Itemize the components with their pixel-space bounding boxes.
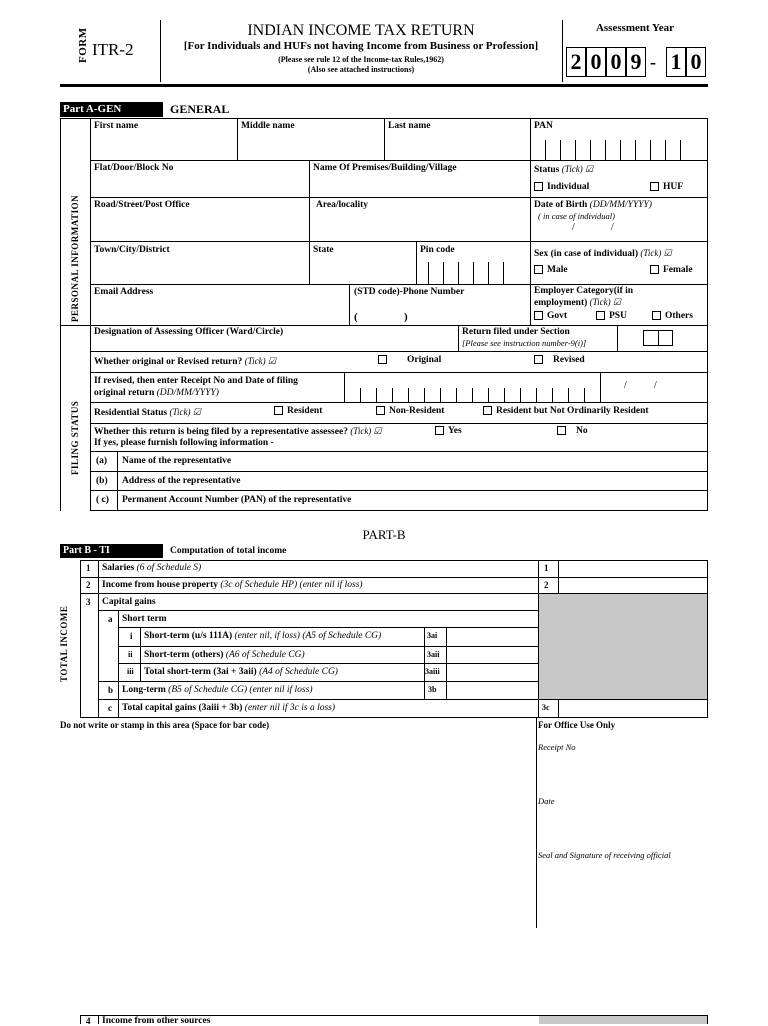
year-digit: 0: [606, 47, 626, 77]
pin-input-boxes[interactable]: [428, 262, 518, 284]
dob-slash: /: [572, 222, 575, 233]
employer-label: Employer Category(if in: [534, 286, 634, 296]
email-label: Email Address: [94, 287, 154, 297]
year-digit: 9: [626, 47, 646, 77]
individual-option[interactable]: Individual: [534, 182, 589, 192]
year-digit: 1: [666, 47, 686, 77]
row-number: 4: [86, 1016, 91, 1026]
year-digit: 0: [586, 47, 606, 77]
receipt-no-label: Receipt No: [538, 742, 576, 752]
state-label: State: [313, 245, 334, 255]
row-roman: i: [130, 631, 133, 641]
stcg-others-label: Short-term (others) (A6 of Schedule CG): [144, 650, 305, 660]
part-a-title: GENERAL: [170, 102, 230, 116]
huf-checkbox[interactable]: [650, 182, 659, 191]
if-revised-label: If revised, then enter Receipt No and Date of filing: [94, 376, 298, 386]
part-b-tag: Part B - TI: [60, 544, 163, 558]
govt-option[interactable]: Govt: [534, 311, 567, 321]
premises-label: Name Of Premises/Building/Village: [313, 163, 457, 173]
house-property-amount[interactable]: [559, 578, 707, 593]
male-checkbox[interactable]: [534, 265, 543, 274]
total-income-side-label: TOTAL INCOME: [59, 605, 69, 682]
receipt-no-boxes[interactable]: [360, 388, 600, 402]
huf-option[interactable]: HUF: [650, 182, 683, 192]
govt-checkbox[interactable]: [534, 311, 543, 320]
pan-label: PAN: [534, 121, 553, 131]
non-resident-checkbox[interactable]: [376, 406, 385, 415]
female-checkbox[interactable]: [650, 265, 659, 274]
representative-question: Whether this return is being filed by a representative assessee? (Tick) ☑: [94, 426, 382, 437]
rep-a-label: (a): [96, 456, 108, 466]
form-word: FORM: [77, 27, 89, 63]
first-name-field[interactable]: [91, 133, 236, 159]
year-digit: 0: [686, 47, 706, 77]
original-option[interactable]: Original: [378, 355, 441, 365]
row-box-label: 3ai: [427, 631, 438, 640]
rep-address-label: Address of the representative: [122, 476, 241, 486]
rep-no-checkbox[interactable]: [557, 426, 566, 435]
total-cg-amount[interactable]: [559, 700, 707, 717]
sex-label: Sex (in case of individual) (Tick) ☑: [534, 248, 672, 259]
row-box-label: 3c: [542, 703, 550, 712]
individual-checkbox[interactable]: [534, 182, 543, 191]
salaries-amount[interactable]: [559, 561, 707, 577]
others-checkbox[interactable]: [652, 311, 661, 320]
house-property-label: Income from house property (3c of Schedule HP) (enter nil if loss): [102, 580, 363, 590]
resident-option[interactable]: Resident: [274, 406, 322, 416]
shaded-area: [539, 594, 707, 699]
revised-checkbox[interactable]: [534, 355, 543, 364]
row-box-label: 2: [544, 580, 549, 590]
rep-name-label: Name of the representative: [122, 456, 232, 466]
total-stcg-amount[interactable]: [447, 664, 537, 681]
part-b-heading: PART-B: [362, 527, 406, 542]
residential-label: Residential Status (Tick) ☑: [94, 407, 201, 418]
return-filed-label: Return filed under Section: [462, 327, 570, 337]
revised-option[interactable]: Revised: [534, 355, 585, 365]
middle-name-field[interactable]: [238, 133, 383, 159]
rep-no-option[interactable]: No: [557, 426, 588, 436]
town-label: Town/City/District: [94, 245, 170, 255]
form-subtitle: [For Individuals and HUFs not having Income from Business or Profession]: [183, 40, 539, 52]
seal-label: Seal and Signature of receiving official: [538, 850, 671, 860]
long-term-amount[interactable]: [447, 682, 537, 699]
rep-b-label: (b): [96, 476, 108, 486]
phone-paren-close: ): [404, 311, 408, 323]
row-roman: ii: [128, 650, 133, 659]
rep-pan-label: Permanent Account Number (PAN) of the representative: [122, 495, 352, 505]
row-number: 2: [86, 580, 91, 590]
form-code: ITR-2: [92, 40, 134, 59]
date-label: Date: [538, 796, 555, 806]
first-name-label: First name: [94, 121, 139, 131]
short-term-label: Short term: [122, 614, 167, 624]
dob-note: ( in case of individual): [538, 211, 615, 221]
form-title: INDIAN INCOME TAX RETURN: [247, 22, 475, 39]
row-box-label: 1: [544, 563, 549, 573]
row-letter: b: [108, 685, 114, 695]
psu-checkbox[interactable]: [596, 311, 605, 320]
year-digit: 2: [566, 47, 586, 77]
designation-label: Designation of Assessing Officer (Ward/Circle): [94, 327, 284, 337]
barcode-area: [60, 732, 536, 1002]
dob-label: Date of Birth (DD/MM/YYYY): [534, 200, 652, 210]
representative-info-label: If yes, please furnish following information -: [94, 438, 274, 448]
rep-yes-checkbox[interactable]: [435, 426, 444, 435]
stcg-111a-amount[interactable]: [447, 628, 537, 646]
capital-gains-label: Capital gains: [102, 597, 156, 607]
row-number: 1: [86, 563, 91, 573]
row-box-label: 3b: [428, 685, 437, 694]
last-name-field[interactable]: [385, 133, 529, 159]
rep-c-label: ( c): [96, 495, 109, 505]
flat-label: Flat/Door/Block No: [94, 163, 174, 173]
pin-label: Pin code: [420, 245, 455, 255]
rep-yes-option[interactable]: Yes: [435, 426, 462, 436]
employer-label-2: employment) (Tick) ☑: [534, 297, 621, 308]
row-number: 3: [86, 597, 91, 607]
filing-status-side-label: FILING STATUS: [70, 400, 80, 475]
rule-note: (Please see rule 12 of the Income-tax Rules,1962): [278, 55, 444, 64]
shaded-area: [539, 1016, 707, 1024]
phone-paren-open: (: [354, 311, 358, 323]
male-option[interactable]: Male: [534, 265, 568, 275]
barcode-note: Do not write or stamp in this area (Space for bar code): [60, 720, 270, 730]
orig-revised-label: Whether original or Revised return? (Tick) ☑: [94, 356, 276, 367]
if-revised-label-2: original return (DD/MM/YYYY): [94, 388, 219, 398]
part-b-title: Computation of total income: [170, 546, 287, 556]
stcg-others-amount[interactable]: [447, 647, 537, 663]
row-letter: c: [108, 703, 112, 713]
original-checkbox[interactable]: [378, 355, 387, 364]
middle-name-label: Middle name: [241, 121, 295, 131]
rnor-checkbox[interactable]: [483, 406, 492, 415]
date-slash: /: [654, 380, 657, 391]
pan-input-boxes[interactable]: [545, 140, 695, 160]
female-option[interactable]: Female: [650, 265, 693, 275]
return-filed-note: [Please see instruction number-9(i)]: [462, 338, 587, 348]
personal-info-side-label: PERSONAL INFORMATION: [70, 194, 80, 322]
last-name-label: Last name: [388, 121, 431, 131]
status-label: Status (Tick) ☑: [534, 164, 594, 175]
year-dash: -: [650, 52, 656, 72]
other-sources-label: Income from other sources: [102, 1016, 211, 1026]
psu-option[interactable]: PSU: [596, 311, 627, 321]
row-letter: a: [108, 614, 113, 624]
row-box-label: 3aii: [427, 650, 440, 659]
others-option[interactable]: Others: [652, 311, 693, 321]
road-label: Road/Street/Post Office: [94, 200, 190, 210]
long-term-label: Long-term (B5 of Schedule CG) (enter nil if loss): [122, 685, 313, 695]
phone-label: (STD code)-Phone Number: [354, 287, 465, 297]
dob-slash: /: [611, 222, 614, 233]
rnor-option[interactable]: Resident but Not Ordinarily Resident: [483, 406, 649, 416]
instructions-note: (Also see attached instructions): [307, 65, 415, 74]
assessment-year-label: Assessment Year: [595, 22, 675, 34]
stcg-111a-label: Short-term (u/s 111A) (enter nil, if loss) (A5 of Schedule CG): [144, 631, 382, 641]
total-stcg-label: Total short-term (3ai + 3aii) (A4 of Schedule CG): [144, 667, 338, 677]
date-slash: /: [624, 380, 627, 391]
area-label: Area/locality: [316, 200, 369, 210]
total-cg-label: Total capital gains (3aiii + 3b) (enter nil if 3c is a loss): [122, 703, 336, 713]
office-use-label: For Office Use Only: [538, 720, 616, 730]
salaries-label: Salaries (6 of Schedule S): [102, 563, 202, 573]
resident-checkbox[interactable]: [274, 406, 283, 415]
non-resident-option[interactable]: Non-Resident: [376, 406, 444, 416]
part-a-tag: Part A-GEN: [60, 102, 163, 117]
row-box-label: 3aiii: [425, 667, 440, 676]
row-roman: iii: [127, 667, 134, 676]
